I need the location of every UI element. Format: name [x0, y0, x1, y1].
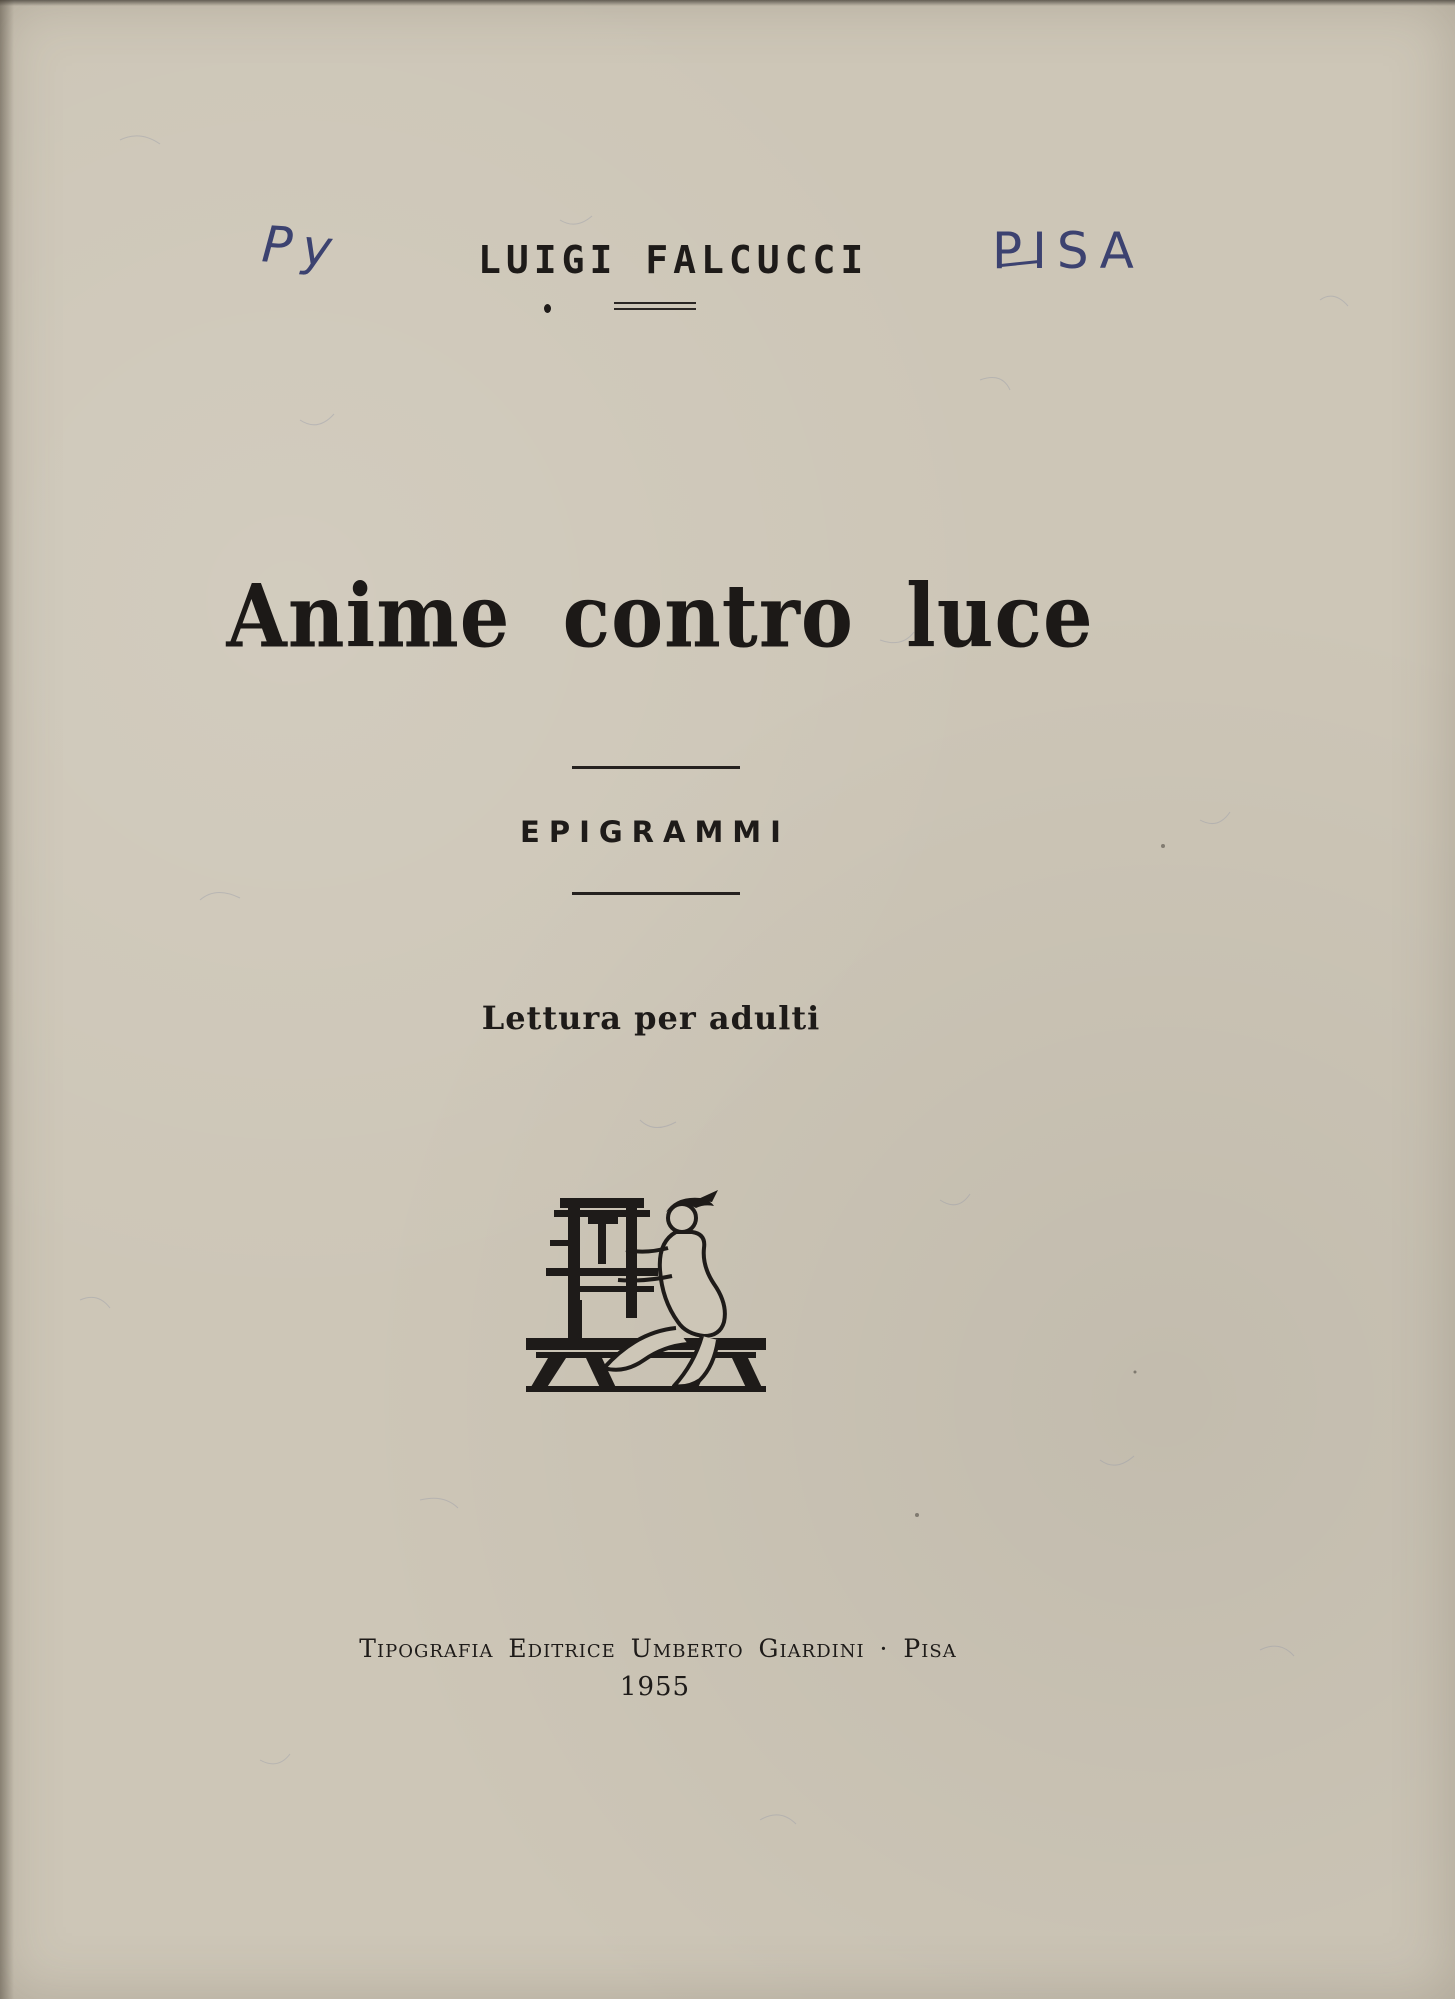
- printing-press-emblem-icon: [526, 1188, 766, 1394]
- publication-year: 1955: [619, 1672, 691, 1702]
- genre-rule-top: [572, 766, 740, 769]
- publisher-line: Tipografia Editrice Umberto Giardini · Pisa: [359, 1634, 957, 1663]
- handwritten-note-right: PISA: [992, 222, 1144, 280]
- book-genre: EPIGRAMMI: [520, 815, 790, 849]
- genre-rule-bottom: [572, 892, 740, 895]
- book-subtitle: Lettura per adulti: [481, 999, 821, 1037]
- book-title: Anime contro luce: [226, 566, 1094, 668]
- handwritten-note-left: Py: [260, 215, 344, 279]
- author-name: LUIGI FALCUCCI: [478, 238, 869, 282]
- author-double-rule-top: [614, 302, 696, 304]
- author-ornament-dot: [544, 304, 551, 313]
- author-double-rule-bottom: [614, 308, 696, 310]
